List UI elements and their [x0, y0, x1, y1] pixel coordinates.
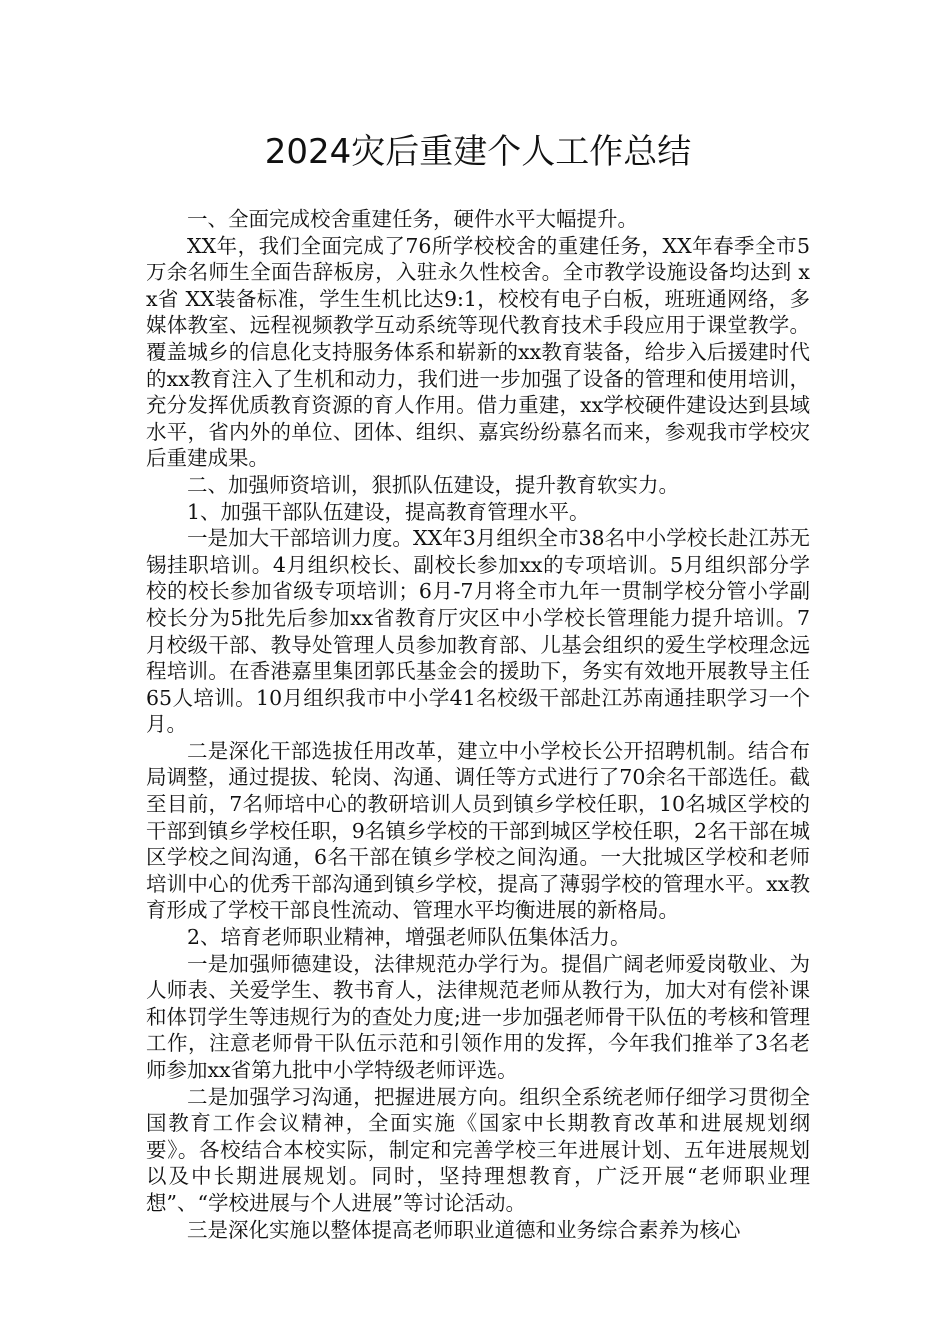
body-paragraph-quality: 三是深化实施以整体提高老师职业道德和业务综合素养为核心 [187, 1217, 741, 1242]
section-heading-1: 一、全面完成校舍重建任务，硬件水平大幅提升。 [187, 207, 638, 231]
document-page [146, 128, 810, 1243]
body-paragraph-reconstruction: XX年，我们全面完成了76所学校校舍的重建任务，XX年春季全市5万余名师生全面告辞板房，入驻永久性校舍。全市教学设施设备均达到 xx省 XX装备标准，学生生机比达9:1，校校有电子白板，班班通网络，多媒体教室、远程视频教学互动系统等现代教育技术手段应用于课堂教学。覆盖城乡的信息化支持服务体系和崭新的xx教育装备，给步入后援建时代的xx教育注入了生机和动力，我们进一步加强了设备的管理和使用培训，充分发挥优质教育资源的育人作用。借力重建，xx学校硬件建设达到县域水平，省内外的单位、团体、组织、嘉宾纷纷慕名而来，参观我市学校灾后重建成果。 [146, 233, 810, 471]
section-heading-2: 二、加强师资培训，狠抓队伍建设，提升教育软实力。 [187, 472, 679, 497]
subsection-heading-2: 2、培育老师职业精神，增强老师队伍集体活力。 [187, 925, 631, 950]
body-paragraph-study: 二是加强学习沟通，把握进展方向。组织全系统老师仔细学习贯彻全国教育工作会议精神，全面实施《国家中长期教育改革和进展规划纲要》。各校结合本校实际，制定和完善学校三年进展计划、五年进展规划以及中长期进展规划。同时，坚持理想教育，广泛开展“老师职业理想”、“学校进展与个人进展”等讨论活动。 [146, 1084, 810, 1215]
body-paragraph-ethics: 一是加强师德建设，法律规范办学行为。提倡广阔老师爱岗敬业、为人师表、关爱学生、教书育人，法律规范老师从教行为，加大对有偿补课和体罚学生等违规行为的查处力度;进一步加强老师骨干队伍的考核和管理工作，注意老师骨干队伍示范和引领作用的发挥，今年我们推举了3名老师参加xx省第九批中小学特级老师评选。 [146, 951, 810, 1082]
body-paragraph-cadre-training: 一是加大干部培训力度。XX年3月组织全市38名中小学校长赴江苏无锡挂职培训。4月组织校长、副校长参加xx的专项培训。5月组织部分学校的校长参加省级专项培训；6月-7月将全市九年一贯制学校分管小学副校长分为5批先后参加xx省教育厅灾区中小学校长管理能力提升培训。7月校级干部、教导处管理人员参加教育部、儿基会组织的爱生学校理念远程培训。在香港嘉里集团郭氏基金会的援助下，务实有效地开展教导主任65人培训。10月组织我市中小学41名校级干部赴江苏南通挂职学习一个月。 [146, 526, 810, 737]
body-paragraph-cadre-selection: 二是深化干部选拔任用改革，建立中小学校长公开招聘机制。结合布局调整，通过提拔、轮岗、沟通、调任等方式进行了70余名干部选任。截至目前，7名师培中心的教研培训人员到镇乡学校任职，10名城区学校的干部到镇乡学校任职，9名镇乡学校的干部到城区学校任职，2名干部在城区学校之间沟通，6名干部在镇乡学校之间沟通。一大批城区学校和老师培训中心的优秀干部沟通到镇乡学校，提高了薄弱学校的管理水平。xx教育形成了学校干部良性流动、管理水平均衡进展的新格局。 [146, 738, 810, 923]
subsection-heading-1: 1、加强干部队伍建设，提高教育管理水平。 [187, 499, 590, 524]
document-title: 2024灾后重建个人工作总结 [264, 132, 692, 172]
